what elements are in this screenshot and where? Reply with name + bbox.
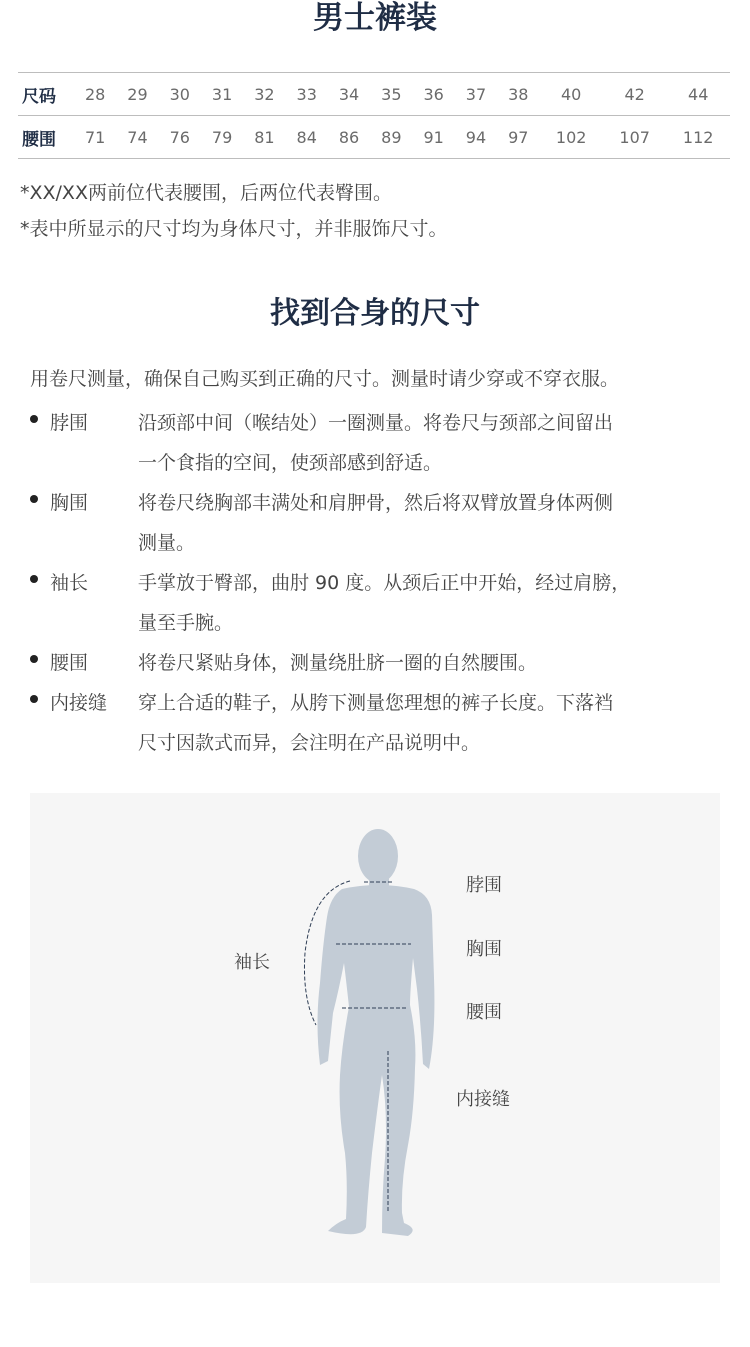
measure-desc xyxy=(138,403,718,483)
table-cell: 44 xyxy=(688,84,709,104)
figure-label-inseam: 内接缝 xyxy=(456,1089,510,1110)
table-cell: 94 xyxy=(465,127,487,147)
table-cell: 28 xyxy=(84,84,106,104)
note-waist-hip: *XX/XX两前位代表腰围，后两位代表臀围。 xyxy=(20,182,392,204)
table-cell: 38 xyxy=(508,84,529,104)
measure-desc-line: 尺寸因款式而异，会注明在产品说明中。 xyxy=(138,732,481,754)
table-cell: 35 xyxy=(381,84,402,104)
table-cell: 34 xyxy=(338,84,360,104)
measure-desc xyxy=(138,643,718,683)
figure-label-neck: 脖围 xyxy=(466,875,502,896)
table-cell: 91 xyxy=(423,127,444,147)
measure-item-neck xyxy=(30,403,720,483)
measure-item-sleeve xyxy=(30,563,720,643)
page-title: 男士裤装 xyxy=(313,0,437,36)
measure-desc-line: 将卷尺紧贴身体，测量绕肚脐一圈的自然腰围。 xyxy=(138,652,538,674)
bullet-icon xyxy=(30,695,38,703)
intro-text: 用卷尺测量，确保自己购买到正确的尺寸。测量时请少穿或不穿衣服。 xyxy=(30,368,620,390)
body-silhouette-icon xyxy=(30,793,720,1283)
table-cell: 107 xyxy=(619,127,650,147)
measure-desc-line: 穿上合适的鞋子，从胯下测量您理想的裤子长度。下落裆 xyxy=(138,692,614,714)
bullet-icon xyxy=(30,655,38,663)
table-cell: 33 xyxy=(296,84,317,104)
measure-item-chest xyxy=(30,483,720,563)
figure-label-sleeve: 袖长 xyxy=(234,952,270,973)
measure-label: 脖围 xyxy=(50,412,89,434)
table-cell: 79 xyxy=(211,127,233,147)
size-table xyxy=(18,72,730,159)
table-cell: 81 xyxy=(254,127,275,147)
measure-desc-line: 量至手腕。 xyxy=(138,612,234,634)
measure-label: 内接缝 xyxy=(50,692,108,714)
table-cell: 112 xyxy=(682,127,714,147)
figure-label-chest: 胸围 xyxy=(466,939,502,960)
measure-desc-line: 测量。 xyxy=(138,532,196,554)
measure-label: 袖长 xyxy=(50,572,89,594)
table-row xyxy=(18,116,730,159)
table-cell: 30 xyxy=(169,84,190,104)
table-cell: 89 xyxy=(381,127,402,147)
table-cell: 36 xyxy=(423,84,444,104)
note-body-size: *表中所显示的尺寸均为身体尺寸，并非服饰尺寸。 xyxy=(20,218,448,240)
table-cell: 31 xyxy=(211,84,233,104)
table-cell: 97 xyxy=(508,127,529,147)
table-row xyxy=(18,73,730,116)
table-cell: 32 xyxy=(254,84,275,104)
measure-item-inseam xyxy=(30,683,720,763)
measure-label: 胸围 xyxy=(50,492,89,514)
bullet-icon xyxy=(30,415,38,423)
row-header-waist: 腰围 xyxy=(22,129,56,150)
table-cell: 37 xyxy=(465,84,487,104)
measurement-figure xyxy=(30,793,720,1283)
measure-item-waist xyxy=(30,643,720,683)
table-cell: 42 xyxy=(624,84,645,104)
measure-label: 腰围 xyxy=(50,652,89,674)
bullet-icon xyxy=(30,495,38,503)
table-cell: 74 xyxy=(127,127,148,147)
table-cell: 29 xyxy=(127,84,148,104)
table-cell: 102 xyxy=(555,127,587,147)
measure-desc xyxy=(138,683,718,763)
table-cell: 86 xyxy=(338,127,360,147)
table-cell: 84 xyxy=(296,127,317,147)
measure-desc-line: 手掌放于臀部，曲肘 90 度。从颈后正中开始，经过肩膀， xyxy=(138,572,631,594)
measure-desc-line: 一个食指的空间，使颈部感到舒适。 xyxy=(138,452,443,474)
measure-desc-line: 将卷尺绕胸部丰满处和肩胛骨，然后将双臂放置身体两侧 xyxy=(138,492,614,514)
table-cell: 71 xyxy=(84,127,106,147)
measure-desc xyxy=(138,483,718,563)
measure-desc xyxy=(138,563,718,643)
figure-label-waist: 腰围 xyxy=(466,1002,502,1023)
section-title: 找到合身的尺寸 xyxy=(270,296,480,331)
table-cell: 76 xyxy=(169,127,190,147)
table-cell: 40 xyxy=(561,84,582,104)
row-header-size: 尺码 xyxy=(22,86,56,107)
measure-desc-line: 沿颈部中间（喉结处）一圈测量。将卷尺与颈部之间留出 xyxy=(138,412,614,434)
bullet-icon xyxy=(30,575,38,583)
